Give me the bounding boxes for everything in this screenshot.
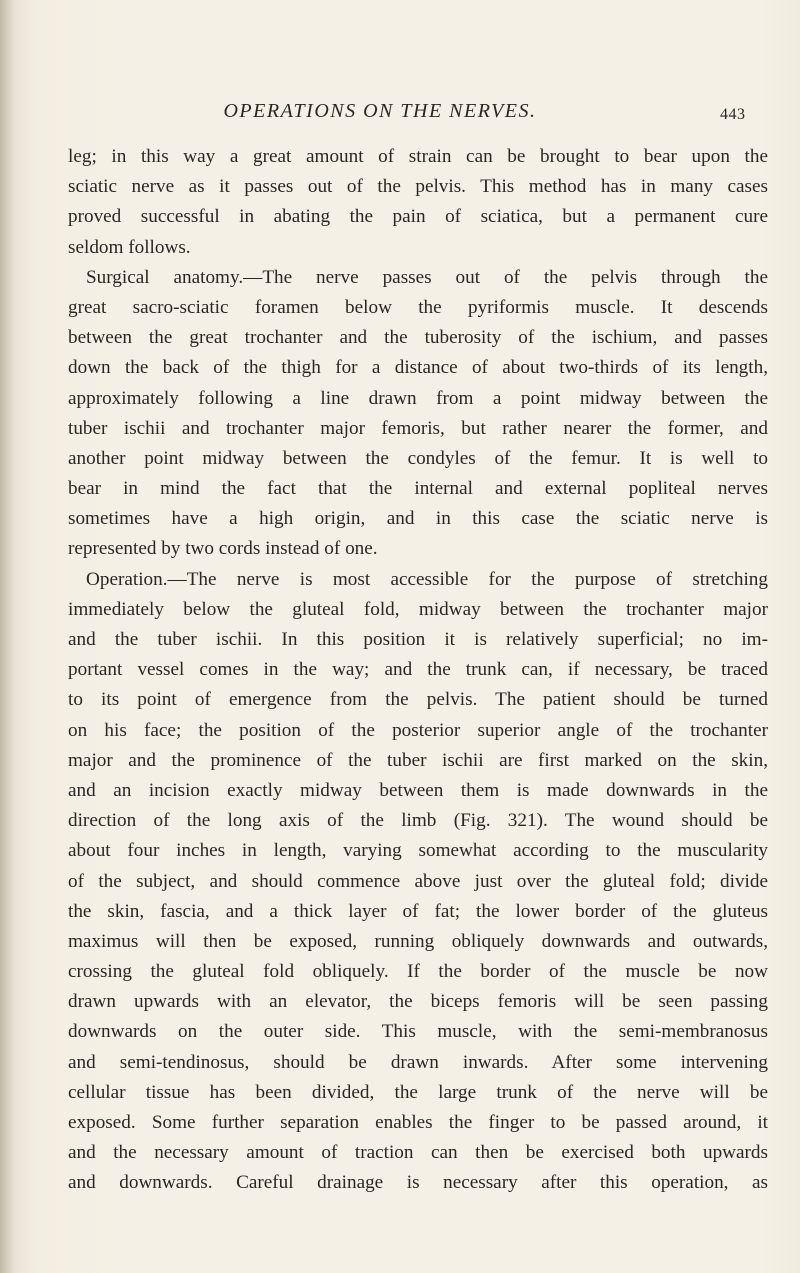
text-line: and downwards. Careful drainage is necessary after this operation, as [68, 1172, 768, 1194]
text-line: great sacro-sciatic foramen below the pyriformis muscle. It descends [68, 296, 768, 318]
body-text [68, 142, 768, 1199]
text-line: downwards on the outer side. This muscle, with the semi-membranosus [68, 1021, 768, 1043]
gutter-shadow [0, 0, 14, 1273]
text-line: direction of the long axis of the limb (Fig. 321). The wound should be [68, 810, 768, 832]
text-line: and semi-tendinosus, should be drawn inwards. After some intervening [68, 1051, 768, 1073]
text-line: leg; in this way a great amount of strain can be brought to bear upon the [68, 146, 768, 167]
text-line: proved successful in abating the pain of sciatica, but a permanent cure [68, 206, 768, 228]
text-line: crossing the gluteal fold obliquely. If the border of the muscle be now [68, 961, 768, 983]
text-line: immediately below the gluteal fold, midway between the trochanter major [68, 598, 768, 620]
text-line: seldom follows. [68, 236, 191, 258]
text-line: the skin, fascia, and a thick layer of fat; the lower border of the gluteus [68, 900, 768, 922]
text-line: Operation.—The nerve is most accessible for the purpose of stretching [86, 568, 768, 590]
page-number: 443 [720, 106, 746, 123]
text-line: approximately following a line drawn from a point midway between the [68, 387, 768, 409]
text-line: about four inches in length, varying somewhat according to the muscularity [68, 840, 768, 862]
text-line: maximus will then be exposed, running obliquely downwards and outwards, [68, 930, 768, 952]
text-line: exposed. Some further separation enables the finger to be passed around, it [68, 1112, 768, 1133]
text-line: represented by two cords instead of one. [68, 538, 378, 560]
text-line: Surgical anatomy.—The nerve passes out of the pelvis through the [86, 266, 768, 288]
text-line: to its point of emergence from the pelvis. The patient should be turned [68, 689, 768, 711]
text-line: and an incision exactly midway between them is made downwards in the [68, 779, 768, 801]
text-line: major and the prominence of the tuber ischii are first marked on the skin, [68, 749, 768, 771]
text-line: down the back of the thigh for a distance of about two-thirds of its length, [68, 357, 768, 379]
text-line: another point midway between the condyles of the femur. It is well to [68, 447, 768, 469]
text-line: and the necessary amount of traction can then be exercised both upwards [68, 1142, 768, 1164]
text-line: drawn upwards with an elevator, the biceps femoris will be seen passing [68, 991, 768, 1013]
text-line: tuber ischii and trochanter major femoris, but rather nearer the former, and [68, 417, 768, 439]
text-line: portant vessel comes in the way; and the trunk can, if necessary, be traced [68, 659, 768, 681]
text-line: sometimes have a high origin, and in this case the sciatic nerve is [68, 508, 768, 530]
text-line: between the great trochanter and the tuberosity of the ischium, and passes [68, 327, 768, 349]
text-line: on his face; the position of the posterior superior angle of the trochanter [68, 719, 768, 741]
text-line: cellular tissue has been divided, the large trunk of the nerve will be [68, 1081, 768, 1103]
running-header [0, 100, 800, 130]
running-title: OPERATIONS ON THE NERVES. [223, 100, 537, 122]
text-line: sciatic nerve as it passes out of the pelvis. This method has in many cases [68, 176, 768, 198]
text-line: and the tuber ischii. In this position it is relatively superficial; no im- [68, 629, 768, 650]
text-line: bear in mind the fact that the internal and external popliteal nerves [68, 478, 768, 500]
text-line: of the subject, and should commence above just over the gluteal fold; divide [68, 870, 768, 892]
